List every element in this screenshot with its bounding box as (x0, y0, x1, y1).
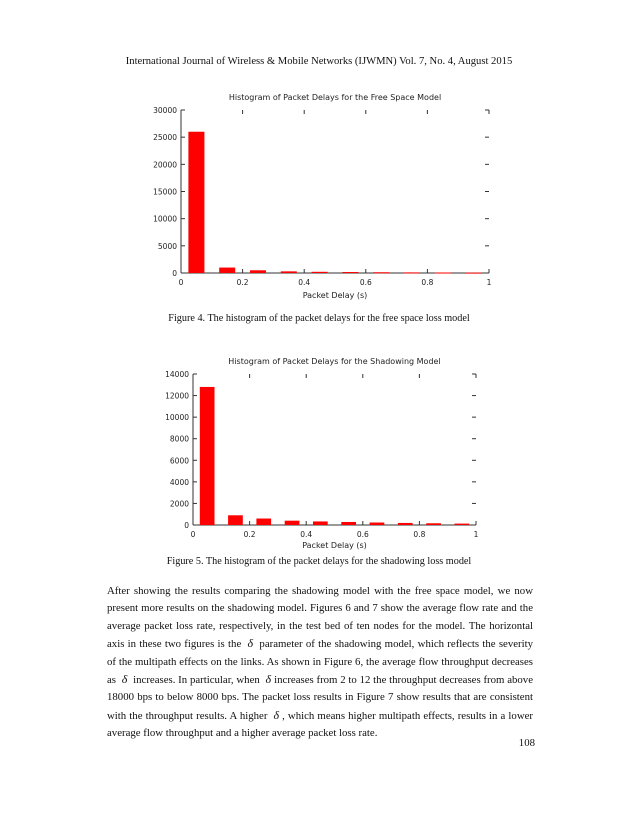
x-tick-label: 1 (473, 530, 479, 539)
x-tick-label: 0.6 (356, 530, 369, 539)
delta-symbol: δ (247, 636, 254, 651)
x-tick-label: 0.4 (298, 278, 311, 287)
body-paragraph (107, 583, 533, 743)
x-tick-label: 0.4 (300, 530, 313, 539)
histogram-bar (256, 519, 271, 525)
histogram-bar (312, 272, 328, 273)
delta-symbol: δ (273, 707, 280, 722)
figure-4 (0, 88, 638, 306)
y-tick-label: 14000 (165, 370, 189, 379)
histogram-bar (341, 522, 356, 525)
x-axis-label: Packet Delay (s) (302, 541, 367, 550)
histogram-bar (200, 387, 215, 525)
y-tick-label: 10000 (153, 214, 177, 224)
histogram-bar (219, 268, 235, 273)
histogram-bar (188, 132, 204, 273)
x-tick-label: 0.2 (243, 530, 256, 539)
histogram-bar (250, 270, 266, 273)
y-tick-label: 12000 (165, 391, 189, 401)
y-tick-label: 5000 (157, 241, 177, 251)
figure-4-caption: Figure 4. The histogram of the packet delays for the free space loss model (168, 313, 470, 324)
x-tick-label: 0.2 (236, 278, 249, 287)
x-tick-label: 0.6 (359, 278, 372, 287)
histogram-bar (426, 523, 441, 525)
histogram-bar (285, 521, 300, 525)
chart-title: Histogram of Packet Delays for the Free Space Model (228, 93, 442, 102)
x-tick-label: 1 (486, 278, 492, 287)
histogram-free-space-chart (0, 88, 638, 306)
y-tick-label: 0 (172, 269, 177, 278)
y-tick-label: 20000 (153, 160, 177, 170)
y-tick-label: 2000 (169, 499, 189, 509)
delta-symbol: δ (265, 672, 272, 687)
paragraph-part-4: increases from 2 to 12 the throughput decreases from above 18000 bps to below 8000 bps. The packet loss results in Figure 7 show results that are consistent with the throughput results. A higher (107, 674, 533, 722)
paragraph-part-2: parameter of the shadowing model, which reflects the severity of the multipath effects on the links. As shown in Figure 6, the average flow throughput decreases as (107, 638, 534, 687)
y-tick-label: 15000 (153, 187, 177, 197)
chart-title: Histogram of Packet Delays for the Shadowing Model (228, 357, 441, 366)
paragraph-part-3: increases. In particular, when (133, 674, 260, 687)
histogram-bar (228, 515, 243, 525)
x-tick-label: 0 (190, 530, 196, 539)
histogram-bar (373, 272, 389, 273)
histogram-bar (370, 523, 385, 525)
y-tick-label: 10000 (165, 413, 189, 423)
paragraph-part-1: After showing the results comparing the shadowing model with the free space model, we now present more results on the shadowing model. Figures 6 and 7 show the average flow rate and the average packet loss rate, respectively, in the test bed of ten nodes for the model. The horizontal axis in these two figures is the (107, 585, 533, 651)
histogram-bar (454, 524, 469, 525)
histogram-bar (313, 521, 328, 525)
x-axis-label: Packet Delay (s) (302, 291, 368, 300)
y-tick-label: 4000 (169, 477, 189, 487)
y-tick-label: 0 (184, 521, 189, 530)
page-number: 108 (518, 737, 535, 749)
paragraph-part-5: , which means higher multipath effects, results in a lower average flow throughput and a higher average packet loss rate. (107, 709, 534, 740)
histogram-shadowing-chart (0, 352, 638, 557)
histogram-bar (435, 273, 451, 274)
y-tick-label: 6000 (169, 456, 189, 466)
journal-header: International Journal of Wireless & Mobile Networks (IJWMN) Vol. 7, No. 4, August 2015 (125, 56, 513, 67)
figure-5 (0, 352, 638, 557)
figure-5-caption: Figure 5. The histogram of the packet delays for the shadowing loss model (166, 556, 472, 567)
delta-symbol: δ (121, 672, 128, 687)
histogram-bar (342, 272, 358, 273)
y-tick-label: 25000 (153, 133, 177, 143)
y-tick-label: 30000 (153, 106, 177, 115)
histogram-bar (404, 272, 420, 273)
x-tick-label: 0.8 (413, 530, 426, 539)
histogram-bar (466, 273, 482, 274)
y-tick-label: 8000 (169, 434, 189, 444)
x-tick-label: 0 (178, 278, 184, 287)
x-tick-label: 0.8 (421, 278, 434, 287)
histogram-bar (281, 271, 297, 273)
histogram-bar (398, 523, 413, 525)
